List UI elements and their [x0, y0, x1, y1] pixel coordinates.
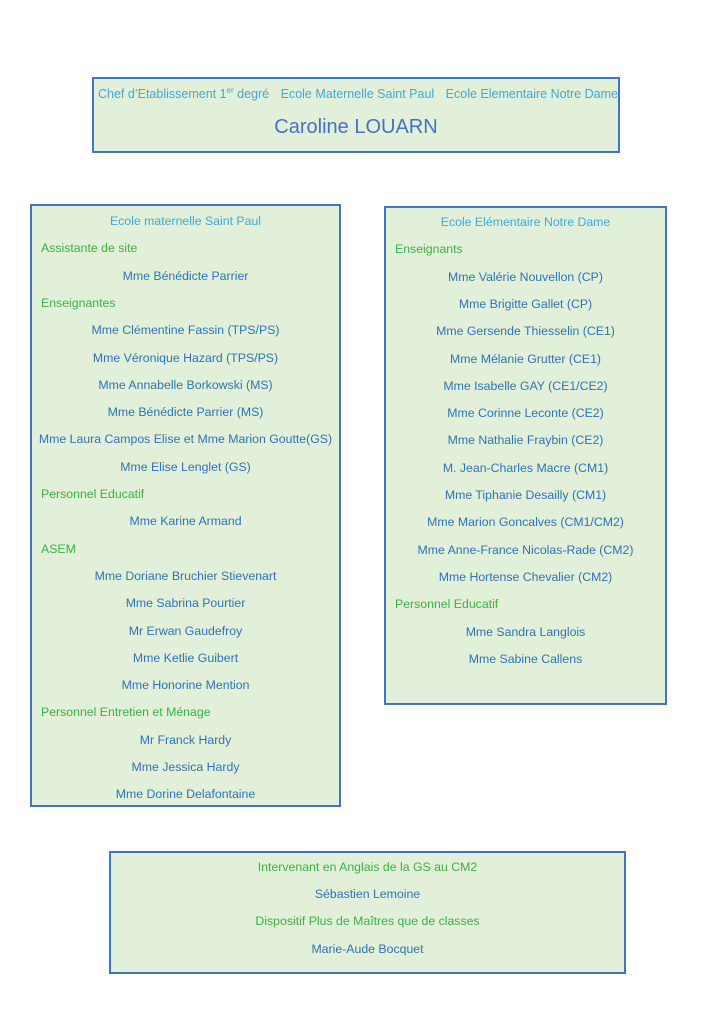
- staff-name: Mme Valérie Nouvellon (CP): [448, 269, 603, 284]
- category-label: Enseignants: [395, 242, 463, 257]
- category-label: Personnel Educatif: [41, 487, 145, 501]
- staff-name: Mme Sabrina Pourtier: [125, 596, 246, 611]
- school-1: Ecole Maternelle Saint Paul: [280, 87, 435, 102]
- staff-name: Mme Brigitte Gallet (CP): [458, 296, 593, 311]
- staff-name: Mr Erwan Gaudefroy: [128, 623, 243, 638]
- staff-name: Mme Mélanie Grutter (CE1): [449, 351, 601, 366]
- staff-name: Mme Elise Lenglet (GS): [120, 459, 251, 474]
- staff-name: Mme Doriane Bruchier Stievenart: [94, 568, 277, 583]
- staff-name: Mme Nathalie Fraybin (CE2): [447, 433, 604, 448]
- category-label: Personnel Entretien et Ménage: [41, 705, 211, 720]
- staff-name: Mme Bénédicte Parrier (MS): [107, 405, 264, 420]
- dispositif-label: Dispositif Plus de Maîtres que de classes: [255, 914, 480, 928]
- staff-name: Mme Marion Goncalves (CM1/CM2): [427, 515, 624, 530]
- staff-name: Mme Gersende Thiesselin (CE1): [436, 324, 615, 339]
- left-column-box: [30, 204, 341, 807]
- anglais-label: Intervenant en Anglais de la GS au CM2: [257, 860, 478, 874]
- staff-name: Mme Ketlie Guibert: [132, 650, 239, 665]
- role-chef: [98, 87, 269, 101]
- staff-name: Mme Annabelle Borkowski (MS): [98, 377, 273, 392]
- director-name: Caroline LOUARN: [274, 116, 438, 138]
- footer-box: [109, 851, 626, 974]
- anglais-name: Sébastien Lemoine: [314, 887, 421, 901]
- staff-name: Mme Sandra Langlois: [465, 624, 586, 639]
- staff-name: Mme Véronique Hazard (TPS/PS): [92, 350, 279, 365]
- right-column-box: [384, 206, 667, 705]
- staff-name: Mme Anne-France Nicolas-Rade (CM2): [417, 542, 634, 557]
- category-label: Assistante de site: [41, 241, 138, 256]
- staff-name: M. Jean-Charles Macre (CM1): [442, 460, 609, 475]
- staff-name: Mme Sabine Callens: [468, 651, 583, 666]
- right-column-title: Ecole Elémentaire Notre Dame: [440, 215, 611, 229]
- staff-name: Mme Bénédicte Parrier: [122, 268, 249, 283]
- staff-name: Mme Hortense Chevalier (CM2): [438, 569, 613, 584]
- category-label: ASEM: [41, 541, 76, 556]
- staff-name: Mme Clémentine Fassin (TPS/PS): [91, 323, 280, 338]
- left-column-title: Ecole maternelle Saint Paul: [109, 214, 262, 228]
- staff-name: Mme Isabelle GAY (CE1/CE2): [443, 378, 608, 393]
- staff-name: Mr Franck Hardy: [139, 732, 232, 747]
- staff-name: Mme Dorine Delafontaine: [115, 787, 256, 802]
- staff-name: Mme Karine Armand: [129, 514, 242, 529]
- school-2: Ecole Elementaire Notre Dame: [445, 87, 618, 102]
- header-box: [92, 77, 620, 153]
- role-suffix: degré: [233, 87, 270, 102]
- staff-name: Mme Corinne Leconte (CE2): [447, 406, 604, 421]
- staff-name: Mme Tiphanie Desailly (CM1): [444, 488, 607, 502]
- category-label: Personnel Educatif: [395, 597, 499, 612]
- role-sup: er: [226, 86, 234, 95]
- staff-name: Mme Honorine Mention: [121, 678, 250, 693]
- dispositif-name: Marie-Aude Bocquet: [311, 942, 424, 956]
- header-roles: [94, 86, 618, 101]
- staff-name: Mme Laura Campos Elise et Mme Marion Goutte(GS): [38, 432, 333, 447]
- role-prefix: Chef d’Etablissement 1: [98, 87, 227, 102]
- staff-name: Mme Jessica Hardy: [131, 760, 240, 774]
- category-label: Enseignantes: [41, 295, 116, 310]
